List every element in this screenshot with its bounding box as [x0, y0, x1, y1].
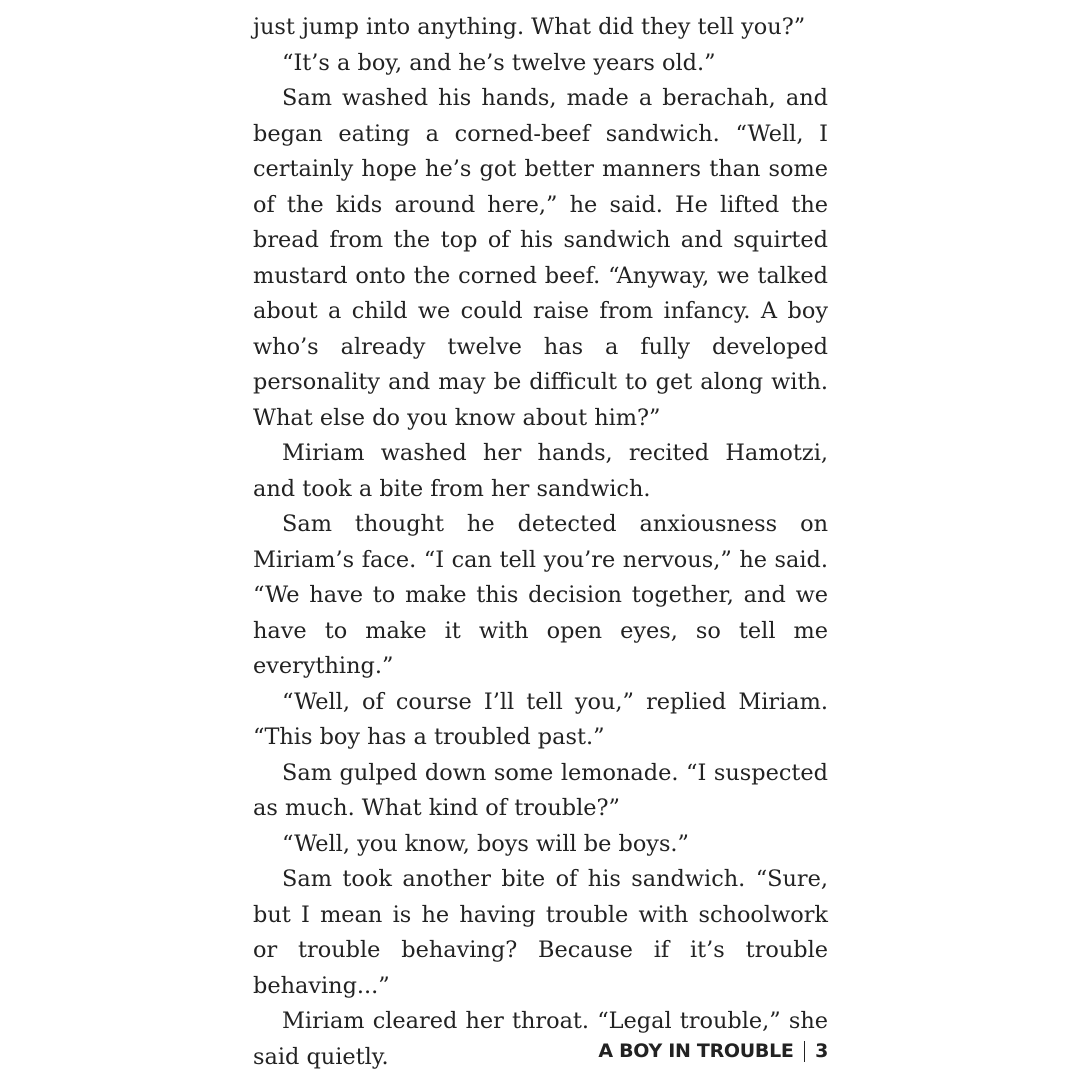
- running-footer: [598, 1037, 828, 1065]
- paragraph: “It’s a boy, and he’s twelve years old.”: [282, 49, 716, 76]
- page-number: 3: [815, 1040, 828, 1062]
- body-text: [253, 10, 828, 1075]
- paragraph: Miriam washed her hands, recited Hamotzi, and took a bite from her sandwich.: [253, 440, 828, 502]
- paragraph: “Well, you know, boys will be boys.”: [282, 830, 689, 857]
- chapter-title: A BOY IN TROUBLE: [598, 1040, 794, 1062]
- paragraph: “Well, of course I’ll tell you,” replied Miriam. “This boy has a troubled past.”: [253, 688, 828, 750]
- paragraph: Sam washed his hands, made a berachah, and began eating a corned-beef sandwich. “Well, I certainly hope he’s got better manners than some of the kids around here,” he said. He lifted the bread from the top of his sandwich and squirted mustard onto the corned beef. “Anyway, we talked about a child we could raise from infancy. A boy who’s already twelve has a fully developed personality and may be difficult to get along with. What else do you know about him?”: [253, 85, 828, 431]
- paragraph: Sam gulped down some lemonade. “I suspected as much. What kind of trouble?”: [253, 759, 828, 821]
- paragraph: Sam took another bite of his sandwich. “Sure, but I mean is he having trouble with schoolwork or trouble behaving? Because if it’s trouble behaving...”: [253, 866, 828, 999]
- paragraph: Sam thought he detected anxiousness on Miriam’s face. “I can tell you’re nervous,” he said. “We have to make this decision together, and we have to make it with open eyes, so tell me everything.”: [253, 511, 828, 679]
- footer-divider: [804, 1041, 806, 1062]
- paragraph-continued: just jump into anything. What did they tell you?”: [253, 14, 806, 40]
- paragraph: Miriam cleared her throat. “Legal trouble,” she said quietly.: [253, 1008, 828, 1070]
